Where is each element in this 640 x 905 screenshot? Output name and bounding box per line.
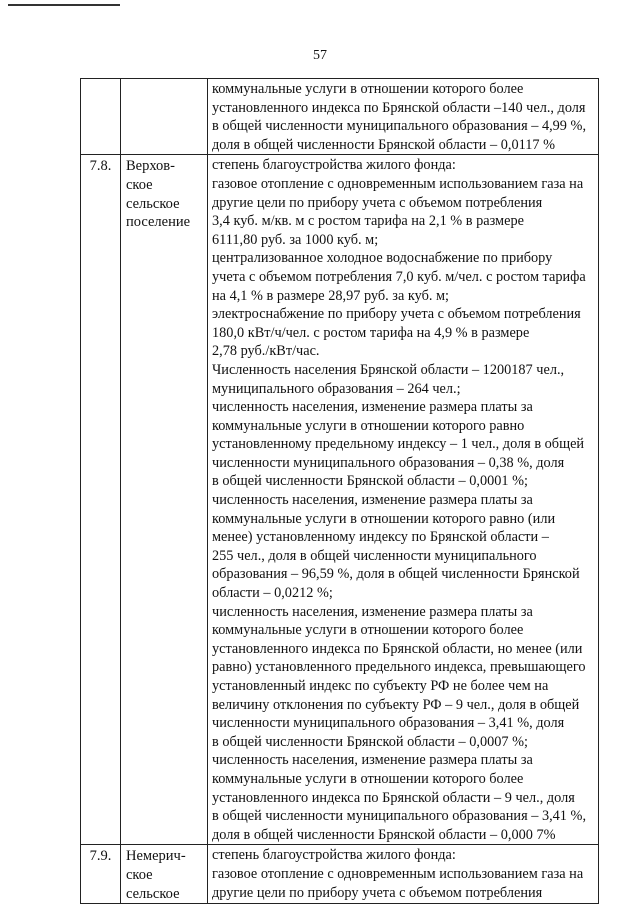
description-line: на 4,1 % в размере 28,97 руб. за куб. м; (212, 287, 450, 304)
settlement-name-cell (121, 79, 208, 155)
item-number-cell (81, 155, 121, 845)
description-line: учета с объемом потребления 7,0 куб. м/чел. с ростом тарифа (212, 268, 586, 285)
description-line: муниципального образования – 264 чел.; (212, 380, 461, 397)
description-line: численность населения, изменение размера платы за (212, 492, 533, 509)
item-number-cell (81, 79, 121, 155)
settlement-name-line: ское (126, 866, 153, 883)
description-line: 6111,80 руб. за 1000 куб. м; (212, 231, 379, 248)
description-line: в общей численности Брянской области – 0,0007 %; (212, 733, 529, 750)
description-line: численности муниципального образования – 3,41 %, доля (212, 715, 565, 732)
description-line: 3,4 куб. м/кв. м с ростом тарифа на 2,1 % в размере (212, 213, 524, 230)
description-line: коммунальные услуги в отношении которого более (212, 81, 524, 97)
table-row (81, 155, 599, 845)
description-line: области – 0,0212 %; (212, 585, 333, 602)
description-line: установленного индекса по Брянской области, но менее (или (212, 640, 583, 657)
description-line: степень благоустройства жилого фонда: (212, 157, 456, 174)
description-line: газовое отопление с одновременным использованием газа на (212, 175, 584, 192)
settlement-name-line: Верхов- (126, 158, 175, 175)
item-number-cell (81, 845, 121, 904)
description-line: степень благоустройства жилого фонда: (212, 847, 456, 864)
description-line: газовое отопление с одновременным использованием газа на (212, 865, 584, 882)
description-line: доля в общей численности Брянской области – 0,000 7% (212, 826, 556, 843)
description-line: другие цели по прибору учета с объемом потребления (212, 884, 543, 901)
description-line: образования – 96,59 %, доля в общей численности Брянской (212, 566, 580, 583)
description-line: менее) установленному индексу по Брянской области – (212, 529, 549, 546)
settlement-name-cell (121, 155, 208, 845)
page-number: 57 (313, 48, 327, 63)
description-cell (208, 79, 599, 155)
description-line: другие цели по прибору учета с объемом потребления (212, 194, 543, 211)
description-line: численность населения, изменение размера платы за (212, 399, 533, 416)
settlement-name-line: ское (126, 176, 153, 193)
description-line: в общей численности муниципального образования – 4,99 %, (212, 118, 587, 135)
description-line: централизованное холодное водоснабжение по прибору (212, 250, 553, 267)
description-line: численность населения, изменение размера платы за (212, 603, 533, 620)
table-row (81, 845, 599, 904)
settlement-name-line: Немерич- (126, 848, 186, 865)
description-line: доля в общей численности Брянской области – 0,0117 % (212, 136, 556, 153)
description-line: величину отклонения по субъекту РФ – 9 чел., доля в общей (212, 696, 580, 713)
item-number: 7.9. (89, 848, 112, 865)
description-line: коммунальные услуги в отношении которого более (212, 622, 524, 639)
description-line: в общей численности муниципального образования – 3,41 %, (212, 808, 587, 825)
description-line: равно) установленного предельного индекса, превышающего (212, 659, 586, 676)
description-line: установленного индекса по Брянской области – 9 чел., доля (212, 789, 575, 806)
description-line: численность населения, изменение размера платы за (212, 752, 533, 769)
description-line: коммунальные услуги в отношении которого более (212, 770, 524, 787)
description-line: численности муниципального образования – 0,38 %, доля (212, 454, 565, 471)
description-line: 255 чел., доля в общей численности муниципального (212, 547, 537, 564)
description-line: 2,78 руб./кВт/час. (212, 343, 320, 360)
item-number: 7.8. (89, 158, 112, 175)
description-line: Численность населения Брянской области – 1200187 чел., (212, 361, 565, 378)
description-cell (208, 845, 599, 904)
description-line: установленный индекс по субъекту РФ не более чем на (212, 678, 549, 694)
description-line: коммунальные услуги в отношении которого равно (или (212, 510, 556, 527)
description-line: в общей численности Брянской области – 0,0001 %; (212, 473, 529, 490)
description-line: установленному предельному индексу – 1 чел., доля в общей (212, 436, 585, 453)
settlement-name-line: поселение (126, 214, 191, 231)
description-cell (208, 155, 599, 845)
settlement-name-line: сельское (126, 195, 180, 212)
description-line: коммунальные услуги в отношении которого равно (212, 417, 525, 434)
settlement-name-line: сельское (126, 885, 180, 902)
settlement-name-cell (121, 845, 208, 904)
top-rule (8, 4, 120, 6)
table-row (81, 79, 599, 155)
document-table (80, 78, 599, 904)
description-line: 180,0 кВт/ч/чел. с ростом тарифа на 4,9 % в размере (212, 324, 530, 341)
description-line: установленного индекса по Брянской области –140 чел., доля (212, 99, 586, 116)
description-line: электроснабжение по прибору учета с объемом потребления (212, 306, 581, 323)
